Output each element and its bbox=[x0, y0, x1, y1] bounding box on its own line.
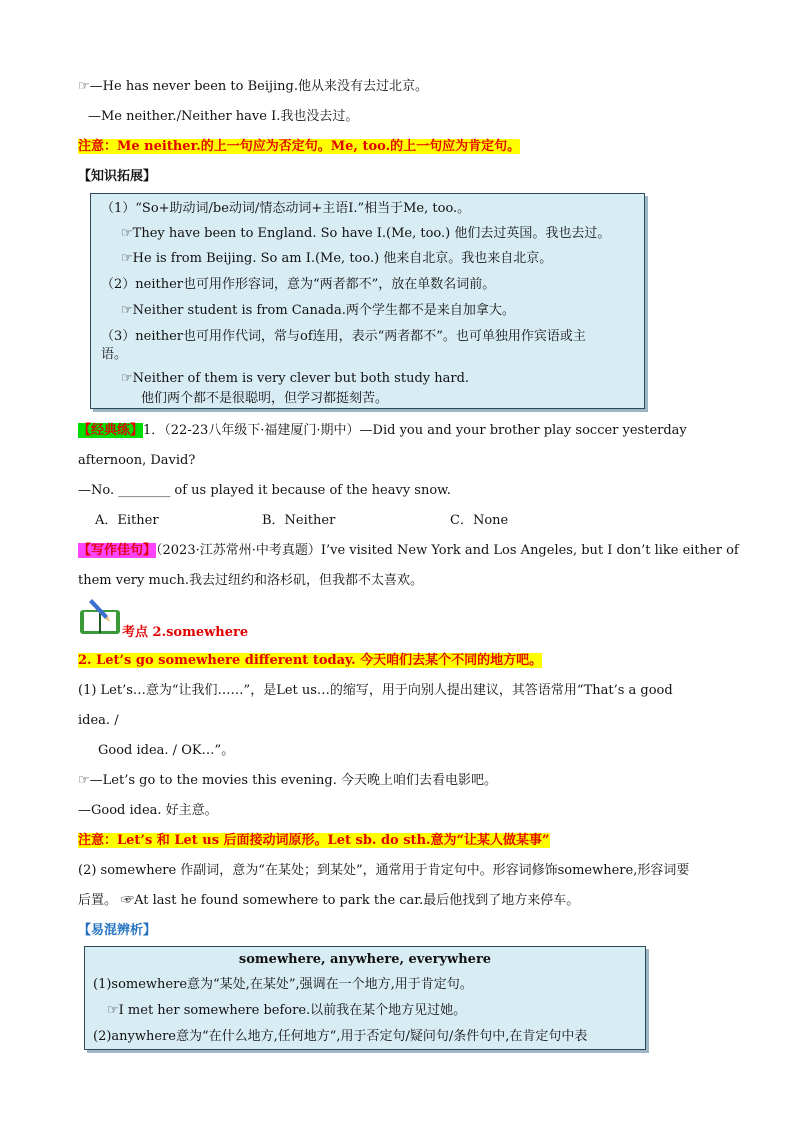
option-b: B．Neither bbox=[262, 513, 336, 528]
section-confuse bbox=[78, 922, 156, 940]
box-line: ☞They have been to England. So have I.(Me, too.) 他们去过英国。我也去过。 bbox=[121, 226, 611, 241]
box-line: （1）“So+助动词/be动词/情态动词+主语I.”相当于Me, too.。 bbox=[101, 201, 471, 216]
paragraph: idea. / bbox=[78, 713, 119, 728]
option-c: C．None bbox=[450, 513, 509, 528]
paragraph: 后置。 ☞At last he found somewhere to park the car.最后他找到了地方来停车。 bbox=[78, 893, 580, 908]
writing-line-cont: them very much.我去过纽约和洛杉矶，但我都不太喜欢。 bbox=[78, 573, 423, 588]
writing-line bbox=[78, 542, 739, 560]
book-pencil-icon bbox=[78, 596, 122, 636]
box-line: (2)anywhere意为“在什么地方,任何地方”,用于否定句/疑问句/条件句中,在肯定句中表 bbox=[93, 1029, 588, 1044]
kaodian-title bbox=[122, 624, 248, 642]
section-knowledge-extension: 【知识拓展】 bbox=[78, 169, 157, 184]
option-a: A．Either bbox=[95, 513, 159, 528]
box-line: 他们两个都不是很聪明，但学习都挺刻苦。 bbox=[141, 391, 389, 406]
practice-question bbox=[78, 422, 687, 440]
box-line: ☞I met her somewhere before.以前我在某个地方见过她。 bbox=[107, 1003, 467, 1018]
box-line: (1)somewhere意为“某处,在某处”,强调在一个地方,用于肯定句。 bbox=[93, 977, 473, 992]
example-sentence: ☞—Let’s go to the movies this evening. 今天晚上咱们去看电影吧。 bbox=[78, 773, 497, 788]
practice-answer-blank: —No. ________ of us played it because of the heavy snow. bbox=[78, 483, 451, 498]
example-sentence: ☞—He has never been to Beijing.他从来没有去过北京。 bbox=[78, 79, 429, 94]
note-highlight bbox=[78, 832, 550, 850]
practice-question-cont: afternoon, David? bbox=[78, 453, 196, 468]
example-reply: —Good idea. 好主意。 bbox=[78, 803, 218, 818]
box-line: ☞He is from Beijing. So am I.(Me, too.) 他来自北京。我也来自北京。 bbox=[121, 251, 553, 266]
note-highlight bbox=[78, 138, 520, 156]
box-line: 语。 bbox=[101, 347, 128, 362]
box-title: somewhere, anywhere, everywhere bbox=[238, 952, 492, 967]
box-line: （3）neither也可用作代词，常与of连用，表示“两者都不”。也可单独用作宾语或主 bbox=[101, 329, 586, 344]
example-reply: —Me neither./Neither have I.我也没去过。 bbox=[88, 109, 359, 124]
writing-tag: 【写作佳句】 bbox=[78, 543, 157, 558]
paragraph: (1) Let’s…意为“让我们……”，是Let us…的缩写，用于向别人提出建议，其答语常用“That’s a good bbox=[78, 683, 673, 698]
section-confuse-text: 【易混辨析】 bbox=[78, 923, 157, 938]
heading-somewhere bbox=[78, 652, 542, 670]
writing-text: （2023·江苏常州·中考真题）I’ve visited New York and Los Angeles, but I don’t like either of bbox=[156, 543, 739, 558]
paragraph: Good idea. / OK…”。 bbox=[98, 743, 235, 758]
practice-tag: 【经典练】 bbox=[78, 423, 144, 438]
note-text: 注意：Me neither.的上一句应为否定句。Me, too.的上一句应为肯定句。 bbox=[78, 139, 521, 154]
kaodian-text: 考点 2.somewhere bbox=[122, 625, 249, 640]
practice-question-text: 1．（22-23八年级下·福建厦门·期中）—Did you and your brother play soccer yesterday bbox=[143, 423, 687, 438]
knowledge-box bbox=[90, 193, 645, 409]
paragraph: (2) somewhere 作副词，意为“在某处；到某处”，通常用于肯定句中。形容词修饰somewhere,形容词要 bbox=[78, 863, 690, 878]
heading-text: 2. Let’s go somewhere different today. 今天咱们去某个不同的地方吧。 bbox=[78, 653, 543, 668]
confusion-box bbox=[84, 946, 646, 1050]
box-line: ☞Neither of them is very clever but both study hard. bbox=[121, 371, 470, 386]
box-line: ☞Neither student is from Canada.两个学生都不是来自加拿大。 bbox=[121, 303, 515, 318]
box-line: （2）neither也可用作形容词，意为“两者都不”，放在单数名词前。 bbox=[101, 277, 496, 292]
note-text: 注意：Let’s 和 Let us 后面接动词原形。Let sb. do sth.意为“让某人做某事” bbox=[78, 833, 550, 848]
